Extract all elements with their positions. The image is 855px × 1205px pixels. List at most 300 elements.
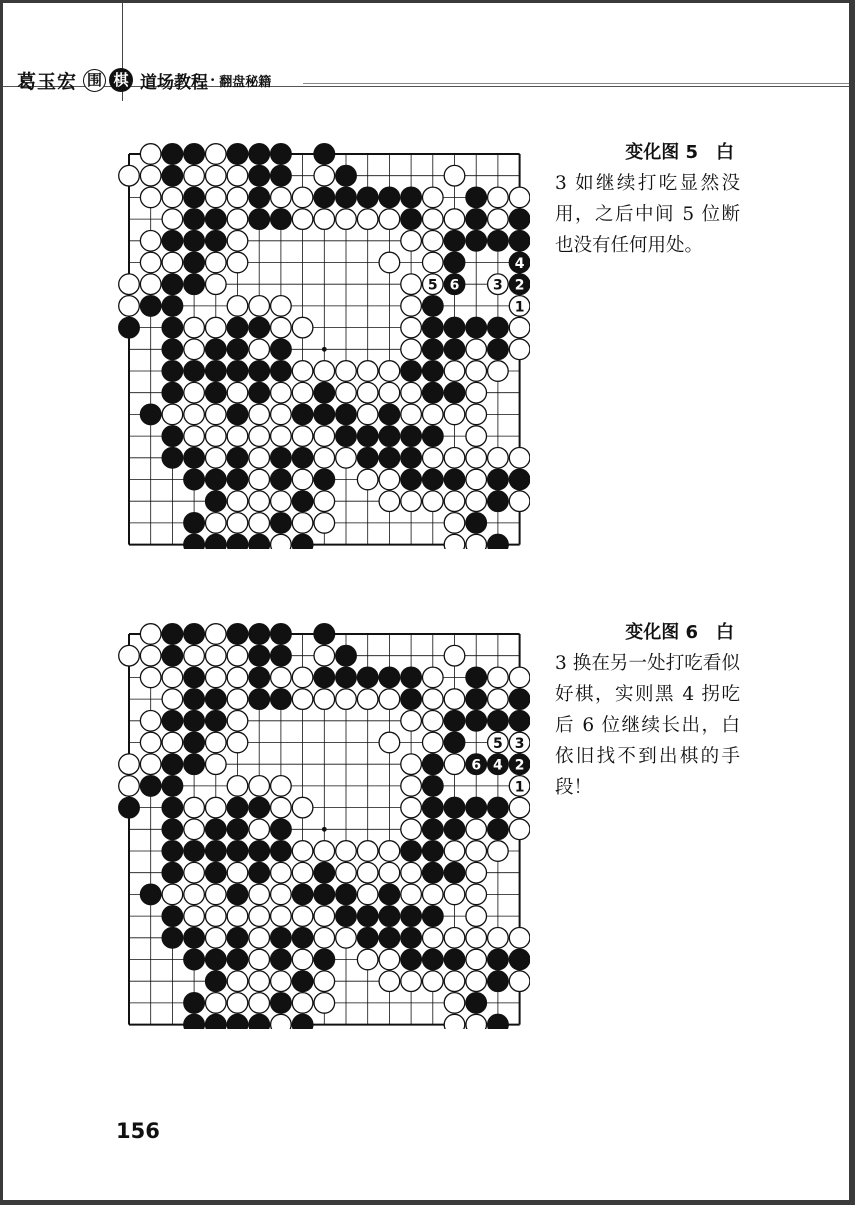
black-stone [227, 404, 248, 425]
black-stone [206, 841, 227, 862]
white-stone [466, 906, 487, 927]
black-stone [509, 689, 530, 710]
white-stone [336, 448, 357, 469]
black-stone [227, 949, 248, 970]
white-stone [401, 971, 422, 992]
black-stone [314, 404, 335, 425]
white-stone [401, 754, 422, 775]
white-stone [271, 534, 292, 549]
white-stone [119, 754, 140, 775]
white-stone [423, 667, 444, 688]
black-stone [184, 993, 205, 1014]
white-stone [466, 862, 487, 883]
black-stone [357, 667, 378, 688]
black-stone [227, 797, 248, 818]
black-stone [314, 667, 335, 688]
black-stone [249, 797, 270, 818]
black-stone [488, 971, 509, 992]
go-diagram-1 [118, 137, 530, 549]
white-stone [444, 928, 465, 949]
white-stone [357, 382, 378, 403]
white-stone [314, 361, 335, 382]
white-stone [206, 754, 227, 775]
white-stone [379, 491, 400, 512]
white-stone [466, 819, 487, 840]
white-stone [140, 231, 161, 252]
black-stone [184, 667, 205, 688]
black-stone [249, 1014, 270, 1029]
white-stone [292, 667, 313, 688]
white-stone [206, 426, 227, 447]
black-stone [423, 776, 444, 797]
white-stone [227, 993, 248, 1014]
black-stone [401, 906, 422, 927]
diagram-1-text: 3 如继续打吃显然没用，之后中间 5 位断也没有任何用处。 [555, 173, 740, 256]
white-stone [271, 317, 292, 338]
black-stone [206, 862, 227, 883]
black-stone [227, 469, 248, 490]
header-author: 葛玉宏 [17, 70, 78, 93]
white-stone [357, 404, 378, 425]
black-stone [509, 209, 530, 230]
white-stone [379, 469, 400, 490]
white-stone [379, 862, 400, 883]
black-stone [206, 382, 227, 403]
move-number-label: 4 [493, 757, 503, 774]
white-stone [227, 906, 248, 927]
white-stone [444, 754, 465, 775]
black-stone [423, 361, 444, 382]
white-stone [444, 513, 465, 534]
black-stone [162, 426, 183, 447]
black-stone [162, 645, 183, 666]
white-stone [423, 448, 444, 469]
white-stone [119, 776, 140, 797]
white-stone [249, 819, 270, 840]
white-stone [206, 797, 227, 818]
white-stone [423, 732, 444, 753]
black-stone [314, 884, 335, 905]
white-stone [206, 624, 227, 645]
black-stone [466, 993, 487, 1014]
black-stone [488, 491, 509, 512]
white-stone [271, 426, 292, 447]
white-stone [379, 949, 400, 970]
white-stone [314, 928, 335, 949]
black-stone [249, 187, 270, 208]
black-stone [401, 949, 422, 970]
black-stone [466, 187, 487, 208]
white-stone [336, 382, 357, 403]
move-number-label: 1 [514, 779, 525, 796]
white-stone [249, 426, 270, 447]
white-stone [444, 165, 465, 186]
black-stone [423, 317, 444, 338]
white-stone [162, 732, 183, 753]
white-stone [401, 862, 422, 883]
white-stone [336, 862, 357, 883]
black-stone [249, 165, 270, 186]
white-stone [292, 361, 313, 382]
black-stone [140, 884, 161, 905]
black-stone [271, 689, 292, 710]
black-stone [227, 339, 248, 360]
white-stone [227, 689, 248, 710]
black-stone [357, 448, 378, 469]
white-stone [466, 469, 487, 490]
white-stone [140, 187, 161, 208]
white-stone [314, 841, 335, 862]
black-stone [162, 797, 183, 818]
white-stone [271, 382, 292, 403]
white-stone [336, 928, 357, 949]
white-stone [314, 426, 335, 447]
move-number-label: 5 [427, 277, 438, 294]
white-stone [140, 144, 161, 165]
black-stone [509, 949, 530, 970]
diagram-1-caption [555, 137, 740, 261]
black-stone [379, 426, 400, 447]
black-stone [271, 513, 292, 534]
white-stone [466, 448, 487, 469]
black-stone [206, 339, 227, 360]
white-stone [184, 797, 205, 818]
white-stone [206, 732, 227, 753]
black-stone [206, 534, 227, 549]
white-stone [227, 732, 248, 753]
black-stone [206, 819, 227, 840]
black-stone [249, 209, 270, 230]
white-stone [314, 906, 335, 927]
white-stone [271, 187, 292, 208]
white-stone [271, 491, 292, 512]
white-stone [227, 187, 248, 208]
black-stone [336, 187, 357, 208]
white-stone [488, 667, 509, 688]
white-stone [292, 841, 313, 862]
white-stone [466, 841, 487, 862]
black-stone [466, 667, 487, 688]
move-number-label: 2 [514, 277, 525, 294]
black-stone [509, 231, 530, 252]
white-stone [357, 469, 378, 490]
white-stone [140, 624, 161, 645]
black-stone [466, 513, 487, 534]
white-stone [401, 711, 422, 732]
black-stone [379, 187, 400, 208]
white-stone [206, 884, 227, 905]
white-stone [184, 382, 205, 403]
white-stone [292, 187, 313, 208]
header-circle-char-black: 棋 [109, 68, 133, 92]
white-stone [184, 862, 205, 883]
white-stone [466, 339, 487, 360]
black-stone [206, 711, 227, 732]
black-stone [227, 819, 248, 840]
move-number-label: 6 [449, 277, 460, 294]
star-point [322, 347, 327, 352]
white-stone [379, 361, 400, 382]
header-circle-char-white: 围 [83, 69, 106, 92]
white-stone [466, 949, 487, 970]
black-stone [488, 711, 509, 732]
black-stone [271, 624, 292, 645]
white-stone [140, 732, 161, 753]
header-subtitle: 翻盘秘籍 [219, 74, 272, 90]
black-stone [357, 906, 378, 927]
black-stone [162, 339, 183, 360]
black-stone [140, 404, 161, 425]
black-stone [336, 645, 357, 666]
black-stone [227, 841, 248, 862]
white-stone [184, 317, 205, 338]
black-stone [162, 841, 183, 862]
white-stone [184, 884, 205, 905]
white-stone [184, 906, 205, 927]
black-stone [162, 296, 183, 317]
black-stone [401, 667, 422, 688]
black-stone [249, 534, 270, 549]
black-stone [206, 971, 227, 992]
white-stone [249, 469, 270, 490]
black-stone [162, 862, 183, 883]
white-stone [271, 776, 292, 797]
white-stone [271, 884, 292, 905]
white-stone [401, 776, 422, 797]
white-stone [227, 231, 248, 252]
white-stone [314, 165, 335, 186]
header-series: 道场教程 [140, 72, 209, 93]
black-stone [162, 361, 183, 382]
white-stone [206, 404, 227, 425]
white-stone [162, 404, 183, 425]
black-stone [488, 1014, 509, 1029]
white-stone [206, 448, 227, 469]
white-stone [379, 732, 400, 753]
white-stone [227, 711, 248, 732]
black-stone [423, 797, 444, 818]
star-point [322, 827, 327, 832]
white-stone [466, 382, 487, 403]
white-stone [509, 928, 530, 949]
white-stone [509, 819, 530, 840]
white-stone [357, 884, 378, 905]
move-number-label: 5 [493, 736, 503, 752]
black-stone [401, 361, 422, 382]
white-stone [401, 274, 422, 295]
white-stone [444, 209, 465, 230]
black-stone [401, 469, 422, 490]
white-stone [119, 645, 140, 666]
black-stone [444, 711, 465, 732]
white-stone [466, 404, 487, 425]
black-stone [162, 928, 183, 949]
white-stone [357, 862, 378, 883]
black-stone [162, 711, 183, 732]
white-stone [314, 645, 335, 666]
white-stone [227, 667, 248, 688]
white-stone [488, 689, 509, 710]
white-stone [162, 187, 183, 208]
white-stone [509, 317, 530, 338]
black-stone [184, 841, 205, 862]
black-stone [184, 209, 205, 230]
white-stone [292, 426, 313, 447]
black-stone [444, 469, 465, 490]
white-stone [466, 534, 487, 549]
black-stone [206, 361, 227, 382]
white-stone [227, 645, 248, 666]
white-stone [292, 949, 313, 970]
black-stone [336, 906, 357, 927]
black-stone [336, 884, 357, 905]
white-stone [249, 949, 270, 970]
white-stone [227, 296, 248, 317]
white-stone [249, 296, 270, 317]
white-stone [466, 361, 487, 382]
white-stone [206, 993, 227, 1014]
black-stone [249, 841, 270, 862]
black-stone [206, 1014, 227, 1029]
white-stone [227, 165, 248, 186]
black-stone [206, 469, 227, 490]
black-stone [184, 754, 205, 775]
black-stone [249, 361, 270, 382]
header-rule-double [303, 83, 849, 84]
white-stone [249, 993, 270, 1014]
black-stone [292, 1014, 313, 1029]
white-stone [206, 667, 227, 688]
black-stone [249, 382, 270, 403]
black-stone [162, 165, 183, 186]
black-stone [271, 819, 292, 840]
white-stone [206, 187, 227, 208]
black-stone [444, 339, 465, 360]
black-stone [162, 754, 183, 775]
white-stone [119, 274, 140, 295]
white-stone [227, 491, 248, 512]
black-stone [227, 1014, 248, 1029]
white-stone [423, 252, 444, 273]
white-stone [488, 187, 509, 208]
black-stone [271, 993, 292, 1014]
white-stone [162, 884, 183, 905]
black-stone [184, 1014, 205, 1029]
white-stone [140, 165, 161, 186]
white-stone [401, 884, 422, 905]
diagram-2-title: 变化图 6 白 [625, 622, 734, 643]
white-stone [444, 645, 465, 666]
white-stone [206, 645, 227, 666]
white-stone [162, 689, 183, 710]
white-stone [423, 491, 444, 512]
white-stone [466, 1014, 487, 1029]
black-stone [271, 841, 292, 862]
black-stone [227, 361, 248, 382]
go-diagram-2 [118, 617, 530, 1029]
black-stone [227, 928, 248, 949]
black-stone [206, 689, 227, 710]
black-stone [292, 448, 313, 469]
black-stone [249, 645, 270, 666]
white-stone [423, 971, 444, 992]
move-number-label: 3 [514, 736, 525, 752]
black-stone [423, 819, 444, 840]
black-stone [271, 361, 292, 382]
black-stone [184, 361, 205, 382]
white-stone [466, 426, 487, 447]
white-stone [488, 841, 509, 862]
white-stone [444, 404, 465, 425]
black-stone [206, 231, 227, 252]
white-stone [509, 187, 530, 208]
black-stone [184, 448, 205, 469]
black-stone [184, 949, 205, 970]
white-stone [401, 819, 422, 840]
black-stone [488, 231, 509, 252]
white-stone [184, 404, 205, 425]
white-stone [249, 971, 270, 992]
black-stone [184, 732, 205, 753]
white-stone [249, 884, 270, 905]
white-stone [379, 689, 400, 710]
white-stone [444, 448, 465, 469]
white-stone [509, 667, 530, 688]
white-stone [509, 448, 530, 469]
white-stone [271, 971, 292, 992]
white-stone [206, 252, 227, 273]
white-stone [423, 928, 444, 949]
white-stone [206, 144, 227, 165]
black-stone [509, 469, 530, 490]
diagram-2-text: 3 换在另一处打吃看似好棋，实则黑 4 拐吃后 6 位继续长出，白依旧找不到出棋的手段！ [555, 653, 740, 798]
black-stone [292, 884, 313, 905]
black-stone [423, 841, 444, 862]
white-stone [292, 469, 313, 490]
black-stone [184, 144, 205, 165]
black-stone [466, 317, 487, 338]
black-stone [444, 231, 465, 252]
white-stone [140, 754, 161, 775]
black-stone [227, 624, 248, 645]
white-stone [271, 667, 292, 688]
white-stone [314, 209, 335, 230]
white-stone [249, 776, 270, 797]
white-stone [423, 231, 444, 252]
black-stone [271, 469, 292, 490]
page-number: 156 [116, 1119, 160, 1143]
white-stone [227, 971, 248, 992]
white-stone [357, 841, 378, 862]
black-stone [184, 624, 205, 645]
white-stone [444, 993, 465, 1014]
black-stone [488, 339, 509, 360]
black-stone [271, 949, 292, 970]
white-stone [401, 491, 422, 512]
black-stone [444, 949, 465, 970]
white-stone [292, 862, 313, 883]
black-stone [401, 689, 422, 710]
black-stone [249, 689, 270, 710]
black-stone [488, 949, 509, 970]
white-stone [249, 491, 270, 512]
black-stone [292, 534, 313, 549]
black-stone [184, 689, 205, 710]
white-stone [184, 165, 205, 186]
white-stone [379, 841, 400, 862]
diagram-2-caption [555, 617, 740, 803]
white-stone [379, 971, 400, 992]
